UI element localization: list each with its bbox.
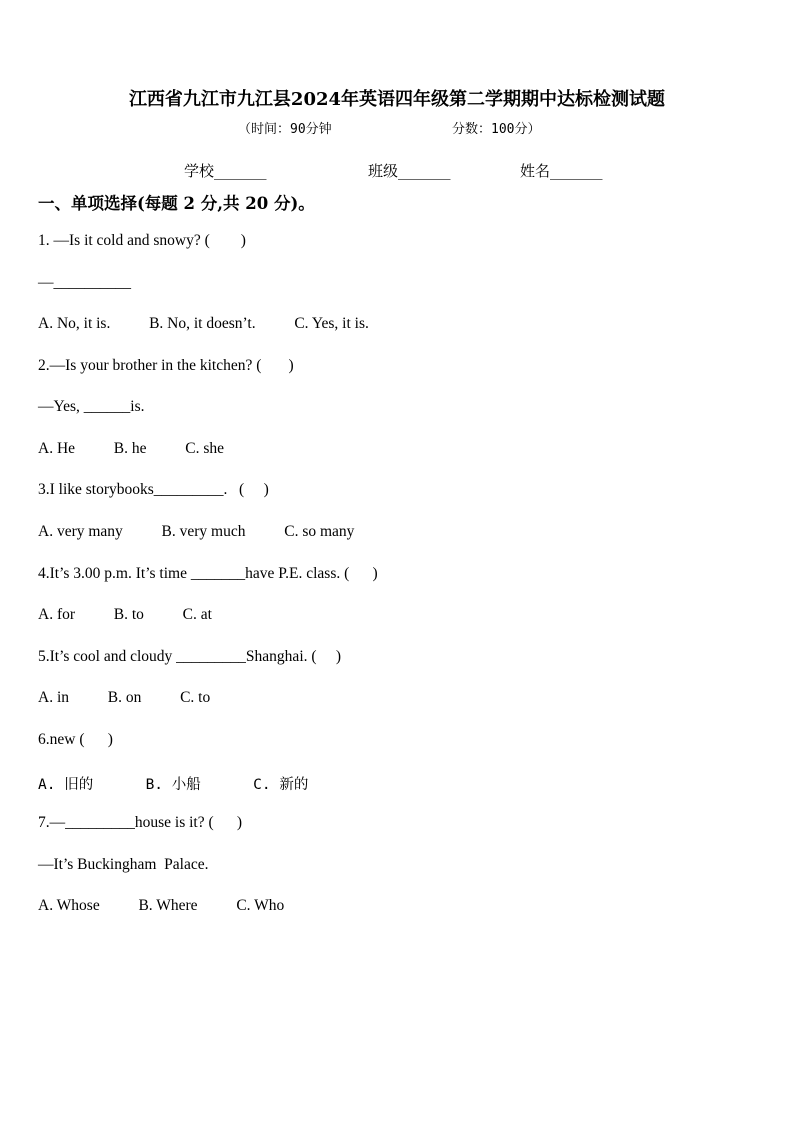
question-7-stem: 7.—_________house is it? ( ) (38, 814, 243, 831)
question-7-options: A. Whose B. Where C. Who (38, 897, 285, 914)
question-1-answer-line: —__________ (38, 274, 131, 291)
question-2-stem: 2.—Is your brother in the kitchen? ( ) (38, 357, 294, 374)
school-field: 学校_______ (184, 162, 267, 180)
exam-title: 江西省九江市九江县2024年英语四年级第二学期期中达标检测试题 (128, 89, 666, 110)
question-2-answer-line: —Yes, ______is. (38, 398, 145, 415)
question-4-options: A. for B. to C. at (38, 606, 212, 623)
question-5-options: A. in B. on C. to (38, 689, 211, 706)
exam-score: 分数：100分） (452, 122, 541, 137)
question-4-stem: 4.It’s 3.00 p.m. It’s time _______have P.E. class. ( ) (38, 565, 378, 582)
name-field: 姓名_______ (520, 162, 603, 180)
question-5-stem: 5.It’s cool and cloudy _________Shanghai. ( ) (38, 648, 342, 665)
exam-time: （时间：90分钟 (238, 122, 332, 137)
question-3-options: A. very many B. very much C. so many (38, 523, 355, 540)
question-1-options: A. No, it is. B. No, it doesn’t. C. Yes, it is. (38, 315, 369, 332)
question-6-options: A. 旧的 B. 小船 C. 新的 (38, 777, 309, 793)
question-6-stem: 6.new ( ) (38, 731, 113, 748)
question-3-stem: 3.I like storybooks_________. ( ) (38, 481, 269, 498)
question-2-options: A. He B. he C. she (38, 440, 224, 457)
question-1-stem: 1. —Is it cold and snowy? ( ) (38, 232, 246, 249)
section-heading: 一、单项选择(每题 2 分,共 20 分)。 (38, 194, 315, 213)
class-field: 班级_______ (368, 162, 451, 180)
question-7-answer-line: —It’s Buckingham Palace. (38, 856, 209, 873)
